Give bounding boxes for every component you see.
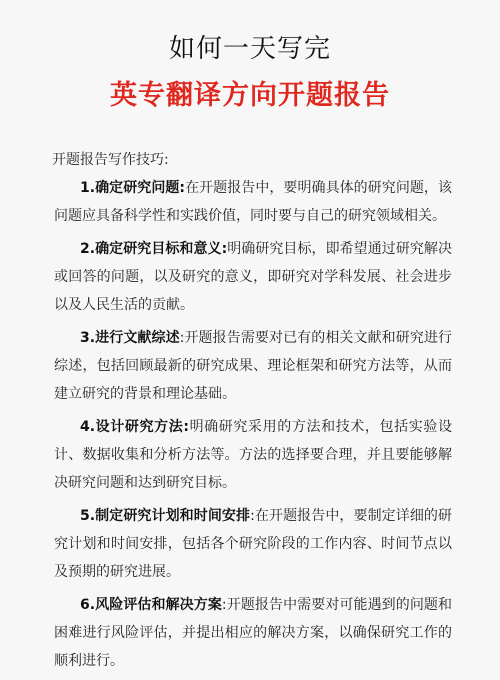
item-text: 明确研究目标，即希望通过研究解决或回答的问题，以及研究的意义，即研究对学科发展、社会进步以及人民生活的贡献。 [54, 241, 452, 313]
list-item [54, 502, 452, 586]
item-title: 4.设计研究方法: [80, 419, 189, 435]
item-title: 1.确定研究问题: [80, 180, 186, 196]
item-text: :在开题报告中，要制定详细的研究计划和时间安排，包括各个研究阶段的工作内容、时间节点以及预期的研究进展。 [54, 508, 453, 580]
list-item [54, 174, 452, 230]
item-text: :开题报告需要对已有的相关文献和研究进行综述，包括回顾最新的研究成果、理论框架和研究方法等，从而建立研究的背景和理论基础。 [54, 330, 453, 402]
item-title: 5.制定研究计划和时间安排 [80, 508, 251, 524]
item-title: 6.风险评估和解决方案 [80, 597, 222, 613]
intro-text: 开题报告写作技巧: [52, 152, 169, 168]
page-subtitle: 英专翻译方向开题报告 [110, 80, 390, 111]
item-title: 2.确定研究目标和意义: [80, 241, 228, 257]
item-text: :开题报告中需要对可能遇到的问题和困难进行风险评估，并提出相应的解决方案，以确保研究工作的顺利进行。 [54, 597, 453, 669]
list-item [54, 591, 452, 675]
item-text: 明确研究采用的方法和技术，包括实验设计、数据收集和分析方法等。方法的选择要合理，并且要能够解决研究问题和达到研究目标。 [54, 419, 452, 491]
tips-list [54, 174, 452, 680]
page-title: 如何一天写完 [168, 34, 331, 64]
list-item [54, 324, 452, 408]
item-title: 3.进行文献综述 [80, 330, 180, 346]
list-item [54, 413, 452, 497]
item-text: 在开题报告中，要明确具体的研究问题，该问题应具备科学性和实践价值，同时要与自己的研究领域相关。 [54, 180, 452, 224]
list-item [54, 235, 452, 319]
